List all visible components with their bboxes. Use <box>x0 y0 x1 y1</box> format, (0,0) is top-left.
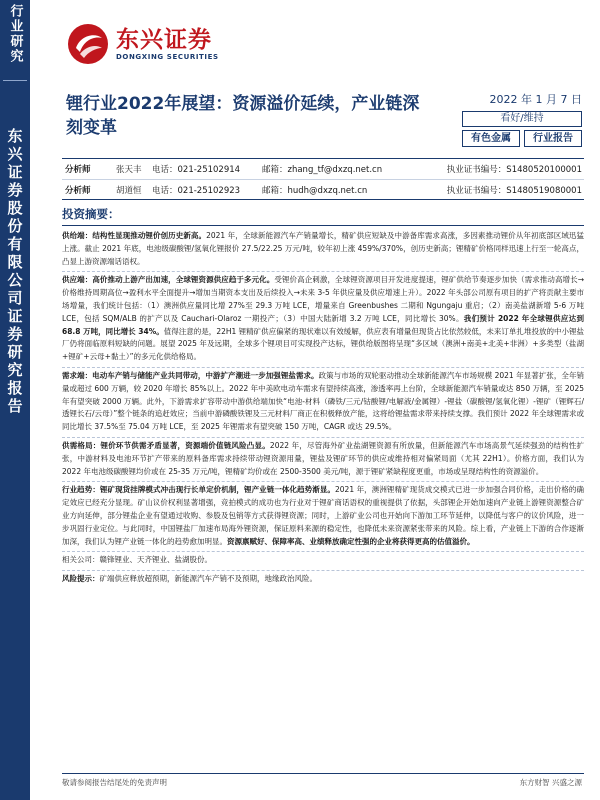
analyst-row <box>62 179 584 199</box>
analyst-table <box>62 158 584 200</box>
para-text: 受锂价高企刺激，全球锂资源项目开发进度提速，锂矿供给节奏逐步加快（需求推动高增长→价格维持周期高位→盈利水平全面提升→增加当期资本支出及后续投入→未来 3-5 年供应量及供应增速上升）。2022 年头部公司原有项目的扩产将贡献主要市场增量，我们统计包括：（1）澳洲供应量同比增 27%至 29.3 万吨 LCE，增量来自 Greenbushes 二期和 Ngungaju 重启；（2）南美盐湖新增 5-6 万吨 LCE，包括 SQM/ALB 的扩产以及 Cauchari-Olaroz 一期投产；（3）中国大陆新增 3.2 万吨 LCE，同比增长 30%。 <box>62 275 584 323</box>
analyst-email[interactable]: 邮箱：hudh@dxzq.net.cn <box>262 185 368 196</box>
analyst-role: 分析师 <box>65 165 91 175</box>
para-lead: 行业趋势：锂矿现货挂牌模式冲击现行长单定价机制，锂产业链一体化趋势渐显。 <box>62 485 336 495</box>
report-title: 锂行业2022年展望：资源溢价延续，产业链深刻变革 <box>66 94 420 138</box>
para-lead: 供需格局：锂价环节供需矛盾显著，资源端价值链风险凸显。 <box>62 440 270 450</box>
sidebar-company <box>0 128 30 416</box>
para-balance <box>62 438 584 482</box>
para-trend <box>62 482 584 552</box>
report-type-label: 行业研究 <box>7 4 23 64</box>
report-date: 2022 年 1 月 7 日 <box>489 93 582 106</box>
logo-wordmark <box>116 27 219 61</box>
company-name-label: 东兴证券股份有限公司证券研究报告 <box>5 128 24 416</box>
analyst-cert: 执业证书编号：S1480519080001 <box>446 185 582 196</box>
summary-body <box>62 228 584 589</box>
para-text: 2021 年，澳洲锂精矿现货成交模式已进一步加强合同价格，走出价格的确定效应已经充分显现。矿山议价权利显著增强，竞拍模式的成功也为行业对于锂矿商话语权的重视提供了依据，头部锂企开始加速向产业链上游锂资源整合矿业方向延伸，部分锂盐企业有望通过收购、参股及包销等方式获得锂资源；同时，上游矿业公司也开始向下游加工环节延伸，以降低与客户的议价风险，进一步巩固行业定位。与此同时，中国锂盐厂加速布局海外锂资源，保证原料来源的稳定性，也降低未来资源紧张带来的风险。综上看，产业链上下游的合作逐渐加深，我们认为锂产业链一体化的趋势愈加明显。 <box>62 485 584 546</box>
para-text: 2022 年，尽管海外矿业盐湖锂资源有所放量，但新能源汽车市场高景气延续强劲的结构性扩张，中游材料及电池环节扩产带来的原料备库需求持续带动锂资源用量，锂盐及锂矿环节的供应或维持相对偏紧局面（尤其 22H1）。价格方面，我们认为 2022 年电池级碳酸锂均价或在 25-35 万元/吨，锂精矿均价或在 2500-3500 美元/吨，源于锂矿紧缺程度更重，市场或呈现结构性的资源溢价。 <box>62 440 585 476</box>
para-lead: 供应端：高价推动上游产出加速，全球锂资源供应趋于多元化。 <box>62 275 275 285</box>
analyst-phone: 电话：021-25102914 <box>152 165 241 175</box>
sidebar-report-type <box>0 0 30 76</box>
para-supply-side <box>62 228 584 272</box>
para-risk <box>62 571 584 589</box>
analyst-phone: 电话：021-25102923 <box>152 185 241 196</box>
tag-industry: 有色金属 <box>462 130 520 147</box>
tag-report-type: 行业报告 <box>524 130 582 147</box>
para-text: 矿端供应释放超预期，新能源汽车产销不及预期，地缘政治风险。 <box>99 574 317 584</box>
sidebar-divider <box>3 80 27 81</box>
para-lead: 供给端：结构性显现推动锂价创历史新高。 <box>62 231 207 240</box>
analyst-cert: 执业证书编号：S1480520100001 <box>446 165 582 175</box>
para-related-companies <box>62 552 584 571</box>
para-text: 2021 年，全球新能源汽车产销量增长，精矿供应短缺及中游备库需求高涨，多因素推动锂价从年初底部区域迅猛上涨。截止 2021 年底，电池级碳酸锂/氢氧化锂报价 27.5/22.25 万元/吨，较年初上涨 459%/370%，创历史新高；锂精矿价格同样迅速上行至一轮高点，凸显上游资源端话语权。 <box>62 231 585 266</box>
logo-cn: 东兴证券 <box>116 27 212 53</box>
para-emphasis: 资源禀赋好、保障率高、业绩释放确定性强的企业将获得更高的估值溢价。 <box>227 536 475 546</box>
sidebar <box>0 0 30 800</box>
analyst-name: 张天丰 <box>116 165 142 175</box>
rating-badge: 看好/维持 <box>462 111 582 127</box>
logo-swirl-icon <box>66 22 110 66</box>
para-lead: 需求端：电动车产销与储能产业共同带动，中游扩产潮进一步加强锂盐需求。 <box>62 370 319 380</box>
para-tail: 值得注意的是，22H1 锂精矿供应偏紧的现状难以有效缓解，供应表有增量但现货占比依然较低，未来订单扎堆投放的中小锂盐厂仍将面临原料短缺的问题。展望 2025 年及远期，全球多个锂项目可实现投产达标，锂供给版图将呈现“多区域（澳洲+南美+北美+非洲）+多类型（盐湖+锂矿+云母+黏土）”的多元化供给格局。 <box>62 326 584 362</box>
report-meta <box>462 92 582 147</box>
para-lead: 风险提示： <box>62 574 100 584</box>
para-emphasis: 我们预计 2022 年全球锂供应达到 68.8 万吨，同比增长 34%。 <box>62 313 584 336</box>
footer-disclaimer: 敬请参阅报告结尾处的免责声明 <box>62 778 167 787</box>
para-demand <box>62 368 584 438</box>
analyst-row <box>62 159 584 179</box>
summary-heading: 投资摘要： <box>62 206 584 226</box>
footer-slogan: 东方财智 兴盛之源 <box>519 778 582 787</box>
report-tags <box>462 130 582 147</box>
para-supply <box>62 272 584 368</box>
logo-en: DONGXING SECURITIES <box>116 53 219 61</box>
analyst-role: 分析师 <box>65 185 91 196</box>
footer-divider <box>62 773 584 774</box>
para-text: 相关公司：赣锋锂业、天齐锂业、盐湖股份。 <box>62 555 212 565</box>
brand-logo <box>66 22 219 66</box>
rating-row <box>462 111 582 127</box>
analyst-email[interactable]: 邮箱：zhang_tf@dxzq.net.cn <box>262 165 383 175</box>
para-text: 政策与市场的双轮驱动推动全球新能源汽车市场规模 2021 年显著扩张，全年销量或超过 600 万辆，较 2020 年增长 85%以上。2022 年中美欧电动车需求有望持续高涨，渗透率再上台阶，全球新能源汽车销量或达 850 万辆，至 2025 年有望突破 2000 万辆。此外，下游需求扩容带动中游供给端加快“电池-材料（磷铁/三元/钴酸锂/电解液/金属锂）-锂盐（碳酸锂/氢氧化锂）-锂矿（锂辉石/透锂长石/云母）”整个链条的追赶效应；当前中游磷酸铁锂及三元材料厂商正在积极释放产能，这将给锂盐需求带来持续支撑。我们预计 2022 年全球锂需求或同比增长 37.5%至 75.04 万吨 LCE，至 2025 年锂需求有望突破 150 万吨，CAGR 或达 29.5%。 <box>62 370 584 432</box>
analyst-name: 胡道恒 <box>116 185 142 196</box>
